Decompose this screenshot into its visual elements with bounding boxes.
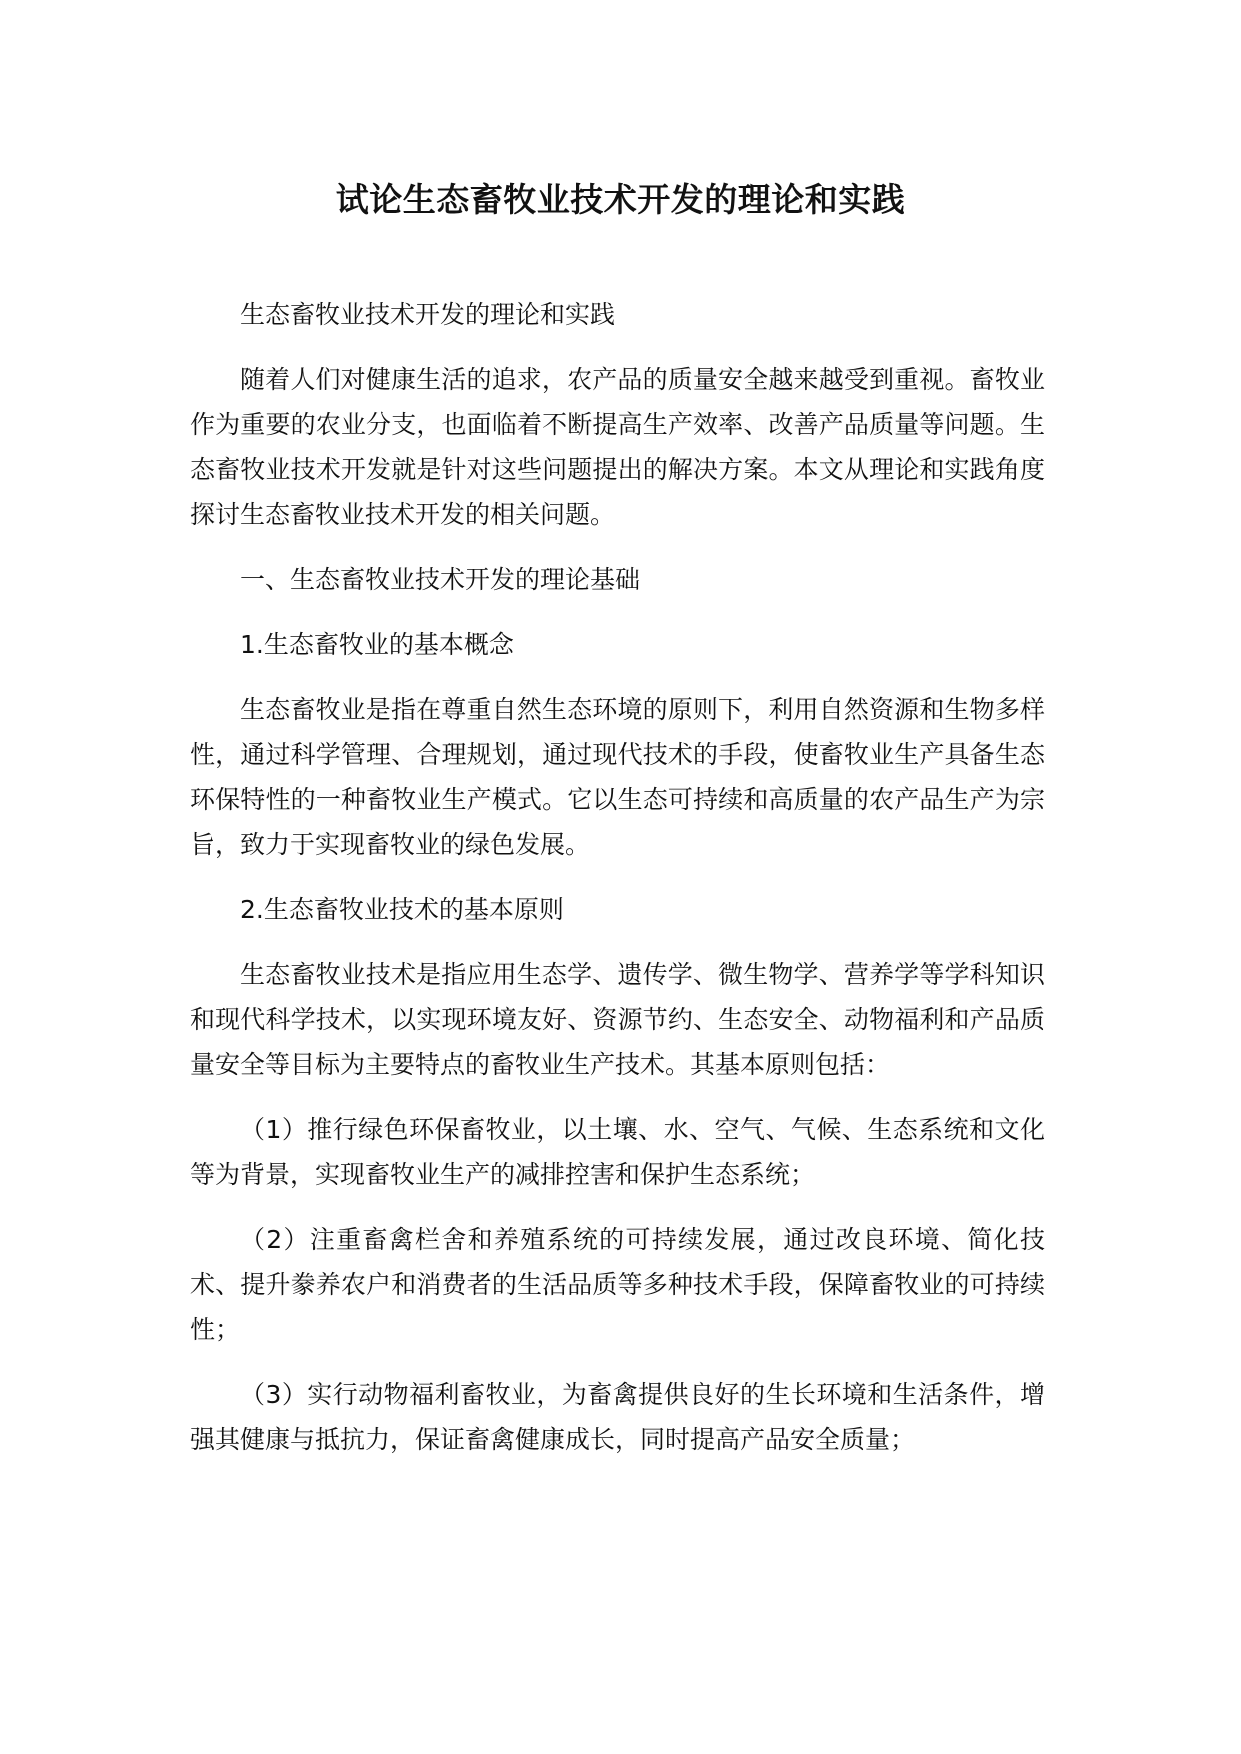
intro-paragraph: 随着人们对健康生活的追求，农产品的质量安全越来越受到重视。畜牧业作为重要的农业分支，也面临着不断提高生产效率、改善产品质量等问题。生态畜牧业技术开发就是针对这些问题提出的解决方案。本文从理论和实践角度探讨生态畜牧业技术开发的相关问题。	[190, 365, 1045, 529]
section-heading: 一、生态畜牧业技术开发的理论基础	[240, 565, 641, 594]
document-title: 试论生态畜牧业技术开发的理论和实践	[335, 180, 906, 219]
body-paragraph: 生态畜牧业技术是指应用生态学、遗传学、微生物学、营养学等学科知识和现代科学技术，以实现环境友好、资源节约、生态安全、动物福利和产品质量安全等目标为主要特点的畜牧业生产技术。其基本原则包括：	[190, 960, 1045, 1079]
list-item-paragraph: （1）推行绿色环保畜牧业，以土壤、水、空气、气候、生态系统和文化等为背景，实现畜牧业生产的减排控害和保护生态系统；	[190, 1115, 1045, 1189]
document-body	[190, 292, 1045, 1482]
subsection-heading: 2.生态畜牧业技术的基本原则	[240, 895, 564, 924]
subtitle-paragraph: 生态畜牧业技术开发的理论和实践	[240, 300, 616, 329]
subsection-heading: 1.生态畜牧业的基本概念	[240, 630, 514, 659]
body-paragraph: 生态畜牧业是指在尊重自然生态环境的原则下，利用自然资源和生物多样性，通过科学管理、合理规划，通过现代技术的手段，使畜牧业生产具备生态环保特性的一种畜牧业生产模式。它以生态可持续和高质量的农产品生产为宗旨，致力于实现畜牧业的绿色发展。	[190, 695, 1045, 859]
list-item-paragraph: （3）实行动物福利畜牧业，为畜禽提供良好的生长环境和生活条件，增强其健康与抵抗力，保证畜禽健康成长，同时提高产品安全质量；	[190, 1380, 1045, 1454]
list-item-paragraph: （2）注重畜禽栏舍和养殖系统的可持续发展，通过改良环境、简化技术、提升豢养农户和消费者的生活品质等多种技术手段，保障畜牧业的可持续性；	[190, 1225, 1045, 1344]
